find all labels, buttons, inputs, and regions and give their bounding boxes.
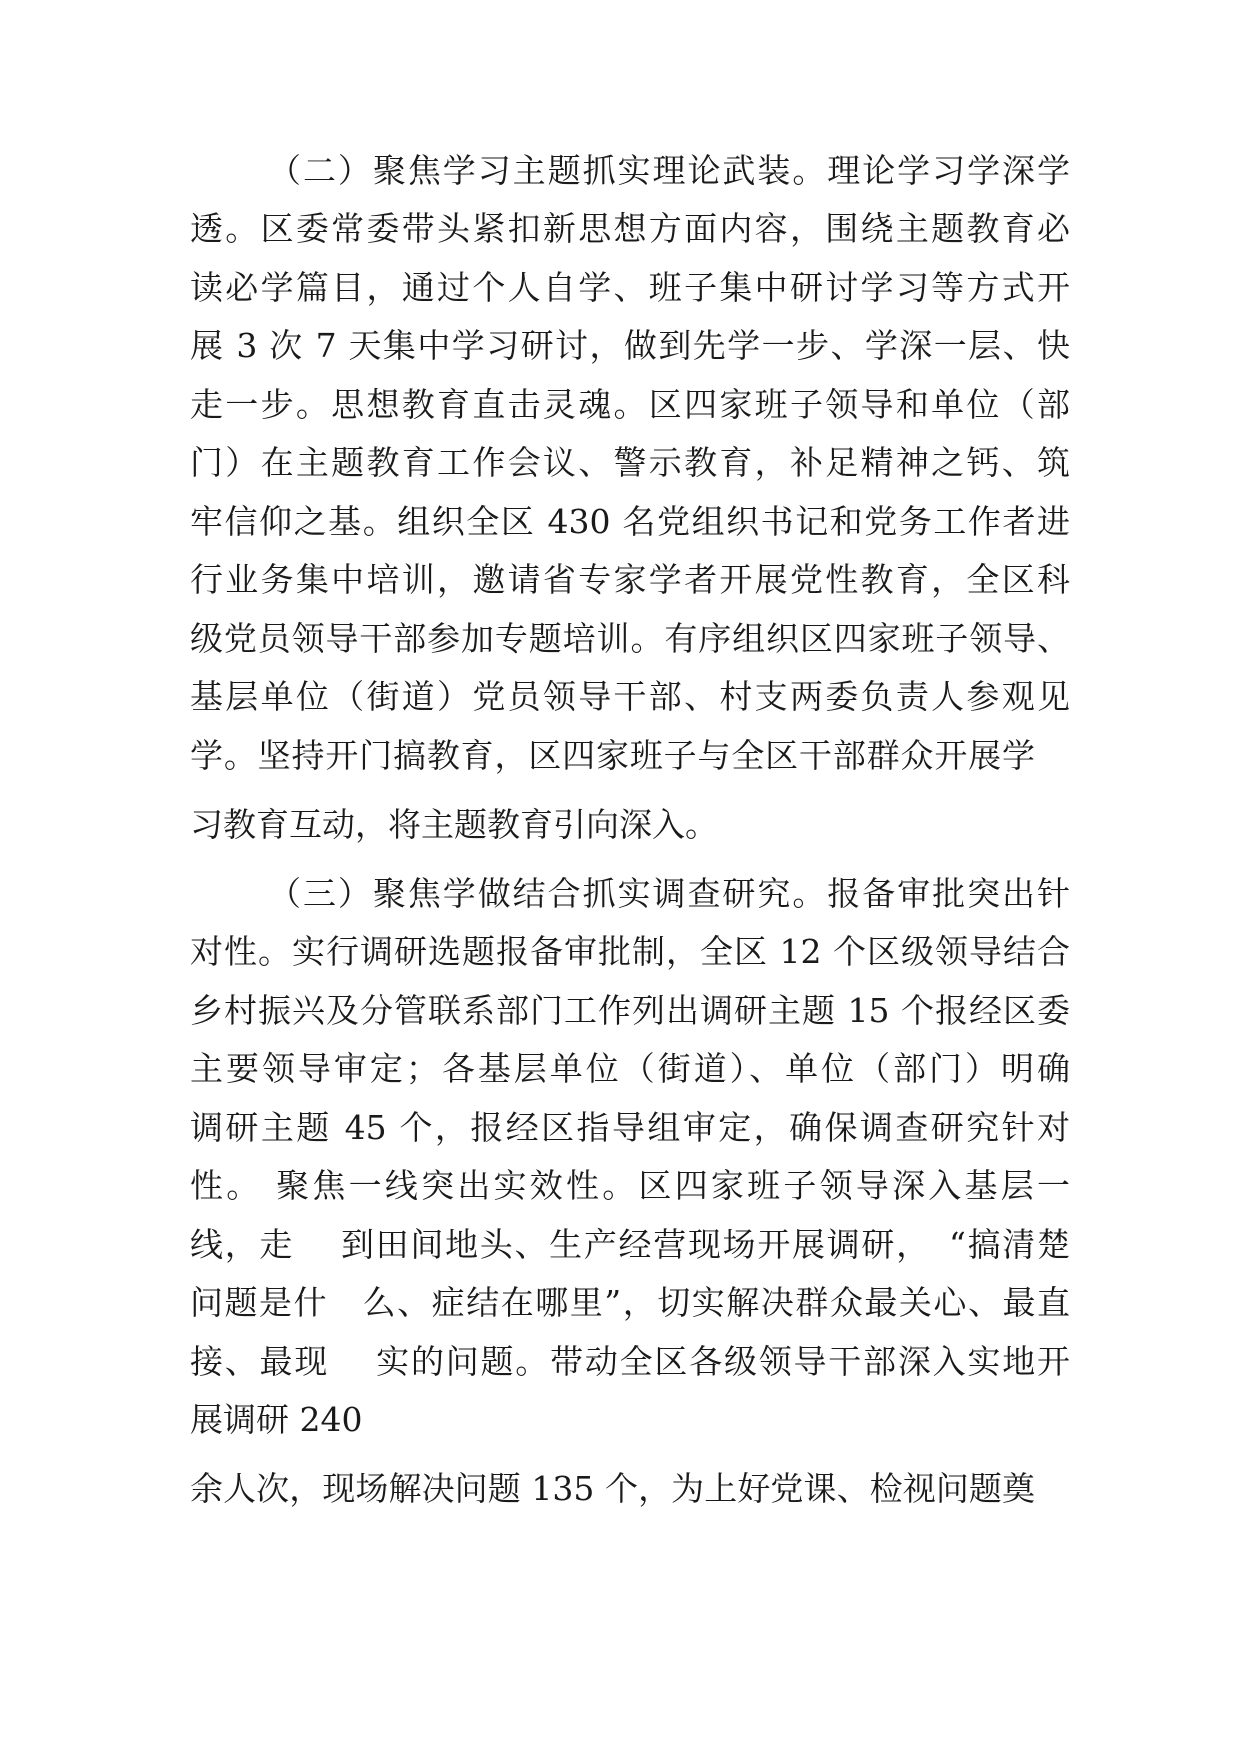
paragraph-3-line-6: 性。 聚焦一线突出实效性。区四家班子领导深入基层一 bbox=[190, 1166, 1070, 1205]
paragraph-3-line-8: 问题是什 么、症结在哪里”，切实解决群众最关心、最直 bbox=[190, 1283, 1070, 1322]
paragraph-3-line-3: 乡村振兴及分管联系部门工作列出调研主题 15 个报经区委 bbox=[190, 991, 1070, 1030]
paragraph-2-line-4: 展 3 次 7 天集中学习研讨，做到先学一步、学深一层、快 bbox=[190, 326, 1070, 365]
paragraph-3-line-7: 线，走 到田间地头、生产经营现场开展调研， “搞清楚 bbox=[190, 1225, 1070, 1264]
paragraph-3-line-10: 展调研 240 bbox=[190, 1400, 363, 1439]
paragraph-3-line-2: 对性。实行调研选题报备审批制，全区 12 个区级领导结合 bbox=[190, 932, 1070, 971]
paragraph-2-line-7: 牢信仰之基。组织全区 430 名党组织书记和党务工作者进 bbox=[190, 502, 1070, 541]
paragraph-2-line-6: 门）在主题教育工作会议、警示教育，补足精神之钙、筑 bbox=[190, 443, 1070, 482]
paragraph-2-line-10: 基层单位（街道）党员领导干部、村支两委负责人参观见 bbox=[190, 677, 1070, 716]
paragraph-3-line-1: （三）聚焦学做结合抓实调查研究。报备审批突出针 bbox=[268, 874, 1070, 913]
paragraph-2-line-9: 级党员领导干部参加专题培训。有序组织区四家班子领导、 bbox=[190, 619, 1070, 658]
paragraph-2-line-8: 行业务集中培训，邀请省专家学者开展党性教育，全区科 bbox=[190, 560, 1070, 599]
paragraph-2-line-12: 习教育互动，将主题教育引向深入。 bbox=[190, 805, 718, 844]
paragraph-3-line-4: 主要领导审定；各基层单位（街道）、单位（部门）明确 bbox=[190, 1049, 1070, 1088]
paragraph-2-line-1: （二）聚焦学习主题抓实理论武装。理论学习学深学 bbox=[268, 151, 1070, 190]
paragraph-3-line-5: 调研主题 45 个，报经区指导组审定，确保调查研究针对 bbox=[190, 1108, 1070, 1147]
paragraph-2-line-11: 学。坚持开门搞教育，区四家班子与全区干部群众开展学 bbox=[190, 736, 1035, 775]
paragraph-3-line-11: 余人次，现场解决问题 135 个，为上好党课、检视问题奠 bbox=[190, 1469, 1035, 1508]
paragraph-3-line-9: 接、最现 实的问题。带动全区各级领导干部深入实地开 bbox=[190, 1342, 1070, 1381]
paragraph-2-line-2: 透。区委常委带头紧扣新思想方面内容，围绕主题教育必 bbox=[190, 209, 1070, 248]
paragraph-2-line-5: 走一步。思想教育直击灵魂。区四家班子领导和单位（部 bbox=[190, 385, 1070, 424]
paragraph-2-line-3: 读必学篇目，通过个人自学、班子集中研讨学习等方式开 bbox=[190, 268, 1070, 307]
